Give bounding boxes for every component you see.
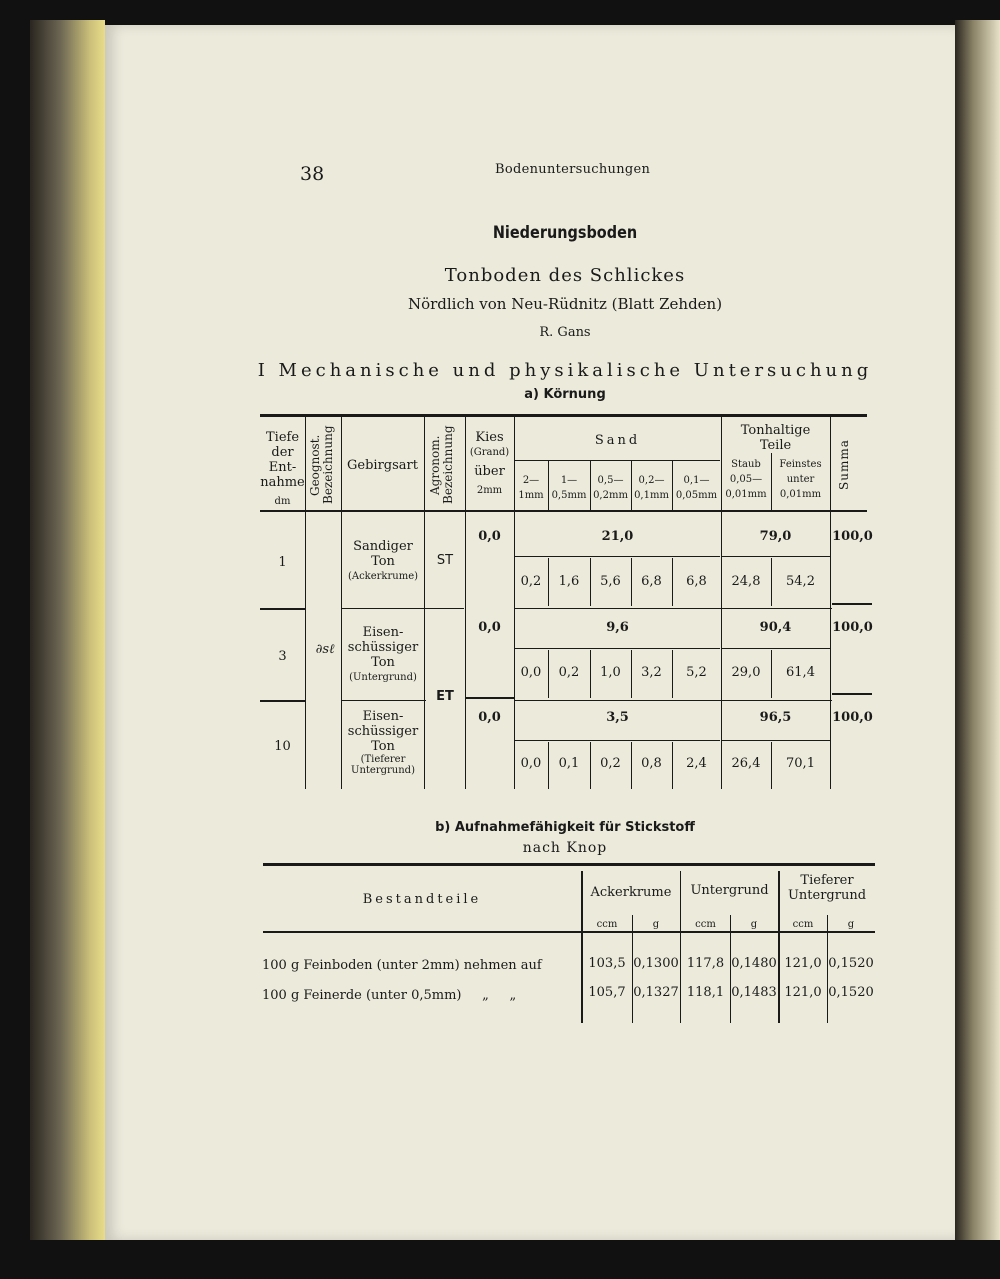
row2-geb-4: (Untergrund) bbox=[349, 672, 417, 683]
row2-sand-3: 1,0 bbox=[600, 665, 621, 680]
row2-geb-1: Eisen- bbox=[362, 625, 404, 640]
t2-row2-v4: 0,1483 bbox=[731, 985, 777, 1000]
row1-geb-1: Sandiger bbox=[353, 539, 413, 554]
row1-sand-total: 21,0 bbox=[601, 529, 634, 544]
row3-summa: 100,0 bbox=[832, 710, 873, 725]
book-fore-edge bbox=[30, 20, 105, 1240]
row3-geb-4: (Tieferer bbox=[360, 754, 406, 765]
t2-row1-v6: 0,1520 bbox=[828, 956, 874, 971]
row2-sand-4: 3,2 bbox=[641, 665, 662, 680]
hdr-ackerkrume: Ackerkrume bbox=[590, 885, 672, 900]
hdr-sand-c2a: 1— bbox=[560, 475, 578, 486]
section-1-title: I Mechanische und physikalische Untersuchung bbox=[257, 360, 873, 381]
row3-kies: 0,0 bbox=[478, 710, 501, 725]
row2-geb-2: schüssiger bbox=[347, 640, 419, 655]
row2-feinstes: 61,4 bbox=[786, 665, 815, 680]
hdr-tieferer-untergrund: Untergrund bbox=[787, 888, 867, 903]
hdr-staub-1: Staub bbox=[731, 459, 761, 470]
hdr-sand-c1b: 1mm bbox=[518, 490, 544, 501]
t2-row1-v1: 103,5 bbox=[588, 956, 626, 971]
section-1-subtitle: a) Körnung bbox=[524, 387, 606, 402]
row3-geb-5: Untergrund) bbox=[351, 765, 415, 776]
t2-row1-label: 100 g Feinboden (unter 2mm) nehmen auf bbox=[262, 958, 542, 973]
hdr-tonhaltige-2: Teile bbox=[759, 438, 792, 453]
row2-ton-total: 90,4 bbox=[759, 620, 792, 635]
hdr-feinstes-2: unter bbox=[786, 474, 815, 485]
hdr-staub-3: 0,01mm bbox=[725, 489, 767, 500]
t2-row2-v3: 118,1 bbox=[686, 985, 725, 1000]
book-page bbox=[105, 25, 955, 1240]
hdr-tiefe-3: Ent- bbox=[268, 460, 297, 475]
row1-kies: 0,0 bbox=[478, 529, 501, 544]
hdr-sand: Sand bbox=[594, 433, 641, 448]
row3-sand-4: 0,8 bbox=[641, 756, 662, 771]
running-title: Bodenuntersuchungen bbox=[495, 162, 651, 177]
row1-geb-2: Ton bbox=[371, 554, 395, 569]
hdr-sand-c4b: 0,1mm bbox=[634, 490, 669, 501]
hdr-agronom: Agronom. Bezeichnung bbox=[428, 425, 455, 505]
row1-sand-3: 5,6 bbox=[600, 574, 621, 589]
hdr-tonhaltige-1: Tonhaltige bbox=[740, 423, 811, 438]
hdr-sand-c3a: 0,5— bbox=[597, 475, 624, 486]
hdr-sand-c5b: 0,05mm bbox=[675, 490, 718, 501]
next-page-edge bbox=[955, 20, 1000, 1240]
hdr-tiefe-unit: dm bbox=[274, 496, 291, 507]
t2-row2-v5: 121,0 bbox=[784, 985, 822, 1000]
t2-row1-v4: 0,1480 bbox=[731, 956, 777, 971]
row1-ton-total: 79,0 bbox=[759, 529, 792, 544]
row1-sand-1: 0,2 bbox=[520, 574, 542, 589]
unit-ccm-3: ccm bbox=[792, 919, 814, 930]
row2-sand-5: 5,2 bbox=[686, 665, 707, 680]
t2-row2-v1: 105,7 bbox=[588, 985, 626, 1000]
row1-tiefe: 1 bbox=[278, 555, 287, 570]
hdr-kies-4: 2mm bbox=[476, 485, 503, 496]
hdr-sand-c3b: 0,2mm bbox=[593, 490, 628, 501]
unit-g-3: g bbox=[847, 919, 855, 930]
author-line: R. Gans bbox=[539, 325, 591, 340]
row3-sand-3: 0,2 bbox=[600, 756, 621, 771]
geognost-value: ∂sℓ bbox=[315, 642, 335, 657]
row1-geb-3: (Ackerkrume) bbox=[347, 571, 419, 582]
row3-geb-2: schüssiger bbox=[347, 724, 419, 739]
row3-geb-3: Ton bbox=[371, 739, 395, 754]
hdr-tieferer: Tieferer bbox=[800, 873, 854, 888]
t2-row1-v3: 117,8 bbox=[686, 956, 725, 971]
t2-row2-label: 100 g Feinerde (unter 0,5mm) „ „ bbox=[262, 988, 517, 1003]
row2-sand-2: 0,2 bbox=[558, 665, 580, 680]
hdr-tiefe-1: Tiefe bbox=[265, 430, 300, 445]
row1-summa: 100,0 bbox=[832, 529, 873, 544]
hdr-bestandteile: Bestandteile bbox=[362, 892, 482, 907]
hdr-sand-c2b: 0,5mm bbox=[551, 490, 587, 501]
hdr-kies-2: (Grand) bbox=[469, 447, 510, 458]
hdr-staub-2: 0,05— bbox=[729, 474, 763, 485]
row3-sand-total: 3,5 bbox=[606, 710, 629, 725]
row1-sand-2: 1,6 bbox=[558, 574, 580, 589]
agronom-et: ET bbox=[436, 689, 454, 704]
soil-subtitle: Tonboden des Schlickes bbox=[444, 265, 686, 286]
page-title: Niederungsboden bbox=[492, 223, 638, 243]
unit-g-2: g bbox=[750, 919, 758, 930]
t2-row2-v6: 0,1520 bbox=[828, 985, 874, 1000]
row2-geb-3: Ton bbox=[371, 655, 395, 670]
row2-sand-total: 9,6 bbox=[606, 620, 629, 635]
hdr-kies-3: über bbox=[474, 464, 505, 479]
row1-staub: 24,8 bbox=[731, 574, 761, 589]
hdr-summa: Summa bbox=[837, 439, 851, 491]
section-2-title: b) Aufnahmefähigkeit für Stickstoff bbox=[435, 820, 695, 835]
hdr-sand-c5a: 0,1— bbox=[683, 475, 710, 486]
hdr-sand-c4a: 0,2— bbox=[638, 475, 665, 486]
unit-ccm-1: ccm bbox=[596, 919, 618, 930]
t2-row1-v5: 121,0 bbox=[784, 956, 822, 971]
row3-ton-total: 96,5 bbox=[759, 710, 792, 725]
row2-tiefe: 3 bbox=[278, 649, 287, 664]
row3-sand-1: 0,0 bbox=[520, 756, 542, 771]
t2-row2-v2: 0,1327 bbox=[633, 985, 679, 1000]
hdr-feinstes-1: Feinstes bbox=[779, 459, 822, 470]
row2-summa: 100,0 bbox=[832, 620, 873, 635]
unit-ccm-2: ccm bbox=[695, 919, 716, 930]
t2-row1-v2: 0,1300 bbox=[633, 956, 679, 971]
hdr-tiefe-2: der bbox=[271, 445, 294, 460]
hdr-sand-c1a: 2— bbox=[522, 475, 540, 486]
hdr-kies-1: Kies bbox=[475, 430, 504, 445]
hdr-feinstes-3: 0,01mm bbox=[779, 489, 822, 500]
unit-g-1: g bbox=[652, 919, 660, 930]
row1-sand-5: 6,8 bbox=[686, 574, 707, 589]
row3-sand-5: 2,4 bbox=[686, 756, 707, 771]
hdr-tiefe-4: nahme bbox=[260, 475, 305, 490]
page-number: 38 bbox=[300, 163, 325, 185]
row2-kies: 0,0 bbox=[478, 620, 501, 635]
row2-staub: 29,0 bbox=[731, 665, 761, 680]
section-2-subtitle: nach Knop bbox=[522, 840, 608, 856]
agronom-st: ST bbox=[436, 553, 454, 568]
hdr-untergrund: Untergrund bbox=[690, 883, 769, 898]
row1-sand-4: 6,8 bbox=[641, 574, 662, 589]
hdr-geognost: Geognost. Bezeichnung bbox=[308, 425, 335, 505]
hdr-gebirgsart: Gebirgsart bbox=[347, 458, 418, 473]
row2-sand-1: 0,0 bbox=[520, 665, 542, 680]
row3-sand-2: 0,1 bbox=[558, 756, 580, 771]
row3-staub: 26,4 bbox=[731, 756, 761, 771]
row3-feinstes: 70,1 bbox=[786, 756, 815, 771]
row1-feinstes: 54,2 bbox=[786, 574, 815, 589]
row3-tiefe: 10 bbox=[274, 739, 291, 754]
row3-geb-1: Eisen- bbox=[362, 709, 404, 724]
location-line: Nördlich von Neu-Rüdnitz (Blatt Zehden) bbox=[407, 295, 723, 313]
